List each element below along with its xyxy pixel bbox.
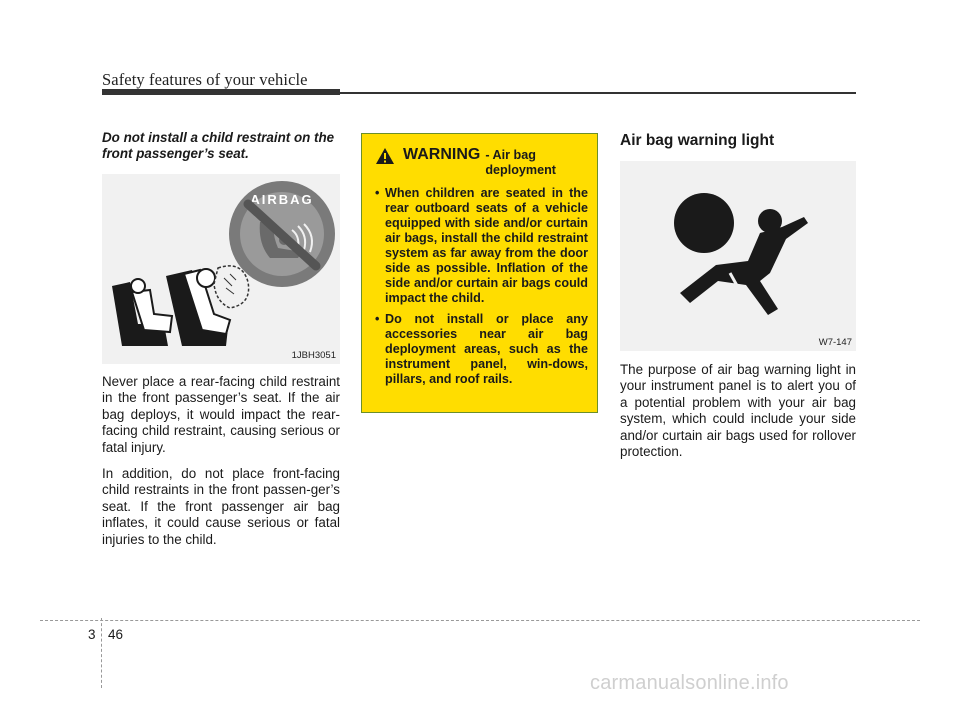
figure-code: W7-147 [818,337,852,348]
warning-list [375,186,588,387]
warning-box [361,133,598,413]
warning-bullet [375,186,588,306]
paragraph: In addition, do not place front-facing child restraints in the front passen-ger’s seat. If the front passenger air bag inflates, it could cause serious or fatal injuries to the child. [102,466,340,547]
paragraph: The purpose of air bag warning light in your instrument panel is to alert you of a potential problem with your air bag system, which could include your side and/or curtain air bags used for rollover protection. [620,362,856,460]
warning-triangle-icon [375,147,395,165]
column-left [102,130,340,548]
section-heading: Air bag warning light [620,132,775,149]
child-restraint-figure [102,174,340,364]
bullet-mark: • [375,186,380,200]
warning-bullet-text: Do not install or place any accessories near air bag deployment areas, such as the instrument panel, win-dows, pillars, and roof rails. [385,312,588,386]
footer-rule [40,620,920,621]
footer-divider [101,618,102,688]
page-number: 46 [108,627,124,642]
lead-caution: Do not install a child restraint on the front passenger’s seat. [102,130,335,161]
warning-heading [375,146,588,178]
bullet-mark: • [375,312,380,326]
airbag-warning-light-icon [620,161,856,351]
watermark: carmanualsonline.info [590,672,789,694]
figure-code: 1JBH3051 [291,350,336,361]
chapter-number: 3 [88,627,96,642]
warning-subtitle: - Air bag deployment [485,148,557,177]
column-right [620,132,856,460]
child-seat-airbag-illustration [102,174,340,364]
airbag-badge-text: AIRBAG [250,192,314,207]
warning-bullet-text: When children are seated in the rear outboard seats of a vehicle equipped with side and/or curtain air bags, install the child restraint system as far away from the door side as possible. Inflation of the side and/or curtain air bags could impact the child. [385,186,588,305]
paragraph: Never place a rear-facing child restraint in the front passenger’s seat. If the air bag deploys, it would impact the rear-facing child restraint, causing serious or fatal injury. [102,374,340,455]
running-header: Safety features of your vehicle [102,70,308,89]
warning-bullet [375,312,588,387]
header-bar [102,89,340,95]
warning-word: WARNING [403,146,481,163]
airbag-warning-light-figure [620,161,856,351]
